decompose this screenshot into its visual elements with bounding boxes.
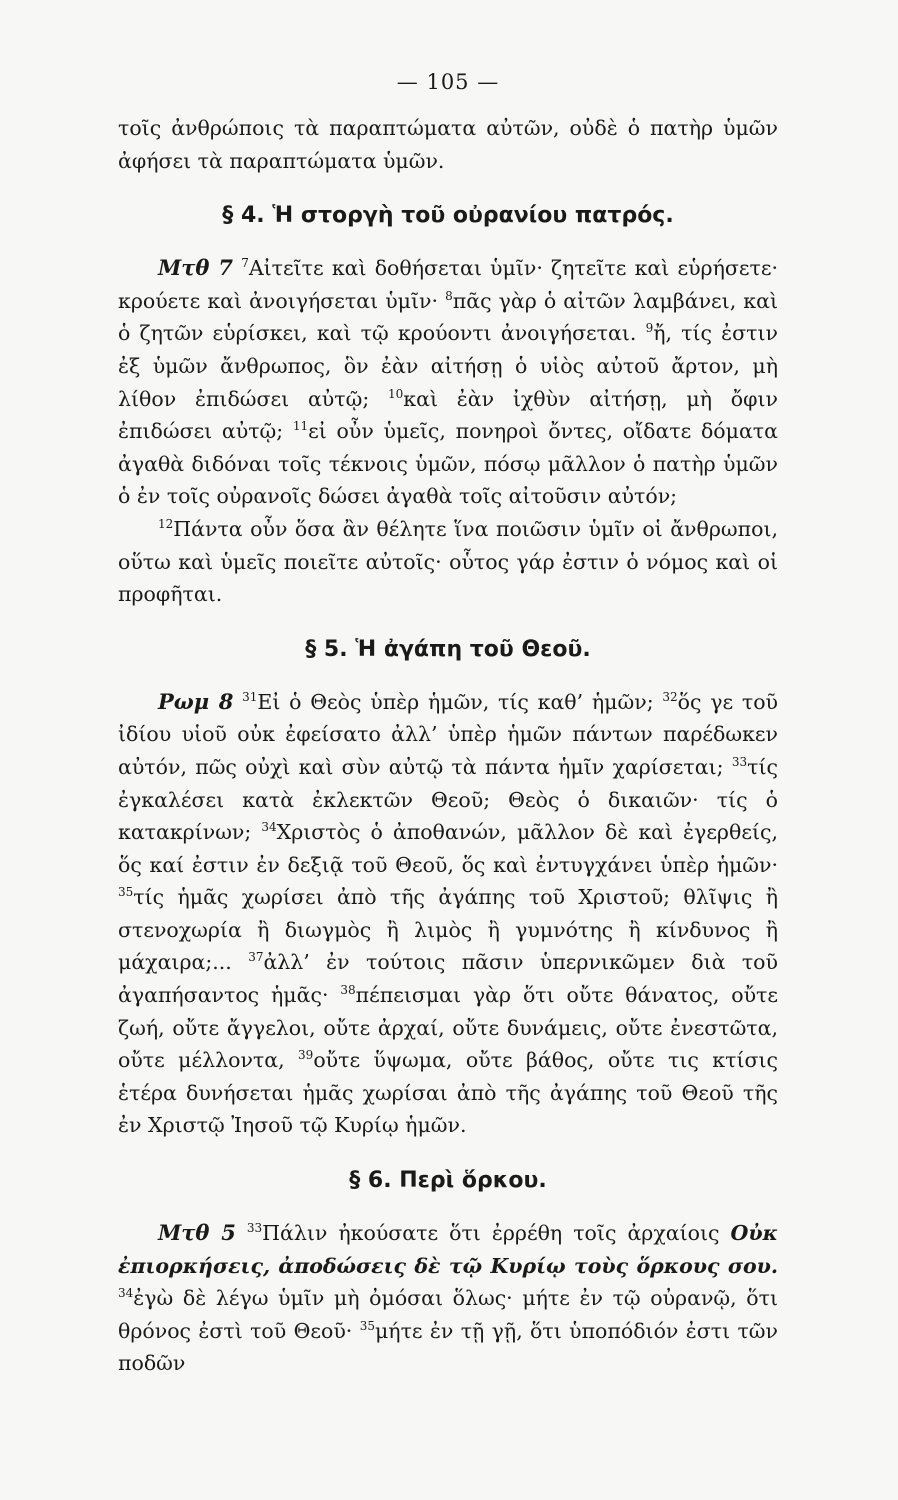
verse-text: Πάλιν ἠκούσατε ὅτι ἐρρέθη τοῖς ἀρχαίοις (262, 1221, 720, 1246)
verse-number: 32 (662, 689, 678, 704)
verse-number: 35 (118, 885, 134, 900)
verse-number: 12 (158, 517, 174, 532)
verse-text: ἀλλ’ ἐν τούτοις πᾶσιν ὑπερνικῶμεν διὰ τοῦ ἀγαπήσαντος ἡμᾶς· (118, 950, 778, 1008)
verse-number: 39 (298, 1048, 314, 1063)
continuation-text: τοῖς ἀνθρώποις τὰ παραπτώματα αὐτῶν, οὐδὲ ὁ πατὴρ ὑμῶν ἀφήσει τὰ παραπτώματα ὑμῶν. (118, 116, 778, 173)
page-number: — 105 — (396, 70, 500, 94)
scripture-reference: Μτθ 5 (158, 1220, 236, 1246)
scripture-reference: Ρωμ 8 (158, 688, 234, 714)
continuation-paragraph (118, 112, 778, 177)
section-6-heading: § 6. Περὶ ὅρκου. (349, 1168, 547, 1194)
verse-text: Πάντα οὖν ὅσα ἂν θέλητε ἵνα ποιῶσιν ὑμῖν οἱ ἄνθρωποι, οὕτω καὶ ὑμεῖς ποιεῖτε αὐτοῖς· οὗτος γάρ ἐστιν ὁ νόμος καὶ οἱ προφῆται. (118, 516, 778, 607)
verse-number: 33 (731, 755, 748, 770)
verse-text: ὅς γε τοῦ ἰδίου υἱοῦ οὐκ ἐφείσατο ἀλλ’ ὑπὲρ ἡμῶν πάντων παρέδωκεν αὐτόν, πῶς οὐχὶ καὶ σὺν αὐτῷ τὰ πάντα ἡμῖν χαρίσεται; (118, 689, 779, 779)
verse-text: πέπεισμαι γὰρ ὅτι οὔτε θάνατος, οὔτε ζωή, οὔτε ἄγγελοι, οὔτε ἀρχαί, οὔτε δυνάμεις, οὔτε ἐνεστῶτα, οὔτε μέλλοντα, (118, 983, 778, 1073)
section-5-heading: § 5. Ἡ ἀγάπη τοῦ Θεοῦ. (305, 636, 591, 662)
verse-number: 35 (359, 1318, 375, 1333)
verse-text: ἤ, τίς ἐστιν ἐξ ὑμῶν ἄνθρωπος, ὃν ἐὰν αἰτήσῃ ὁ υἱὸς αὐτοῦ ἄρτον, μὴ λίθον ἐπιδώσει αὐτῷ; (118, 321, 778, 411)
verse-text: τίς ἐγκαλέσει κατὰ ἐκλεκτῶν Θεοῦ; Θεὸς ὁ δικαιῶν· τίς ὁ κατακρίνων; (118, 754, 778, 845)
verse-number: 10 (388, 386, 404, 401)
verse-text: οὔτε ὕψωμα, οὔτε βάθος, οὔτε τις κτίσις ἑτέρα δυνήσεται ἡμᾶς χωρίσαι ἀπὸ τῆς ἀγάπης τοῦ Θεοῦ τῆς ἐν Χριστῷ Ἰησοῦ τῷ Κυρίῳ ἡμῶν. (118, 1048, 778, 1138)
section-4-paragraph-1 (118, 252, 778, 513)
verse-text: Χριστὸς ὁ ἀποθανών, μᾶλλον δὲ καὶ ἐγερθείς, ὅς καί ἐστιν ἐν δεξιᾷ τοῦ Θεοῦ, ὅς καὶ ἐντυγχάνει ὑπὲρ ἡμῶν· (118, 820, 778, 877)
verse-number: 33 (246, 1221, 263, 1236)
quoted-commandment: Οὐκ ἐπιορκήσεις, ἀποδώσεις δὲ τῷ Κυρίῳ τοὺς ὅρκους σου. (118, 1221, 778, 1278)
verse-number: 34 (118, 1286, 134, 1301)
section-6-paragraph-1 (118, 1217, 778, 1380)
verse-number: 9 (645, 321, 654, 336)
verse-text: Εἰ ὁ Θεὸς ὑπὲρ ἡμῶν, τίς καθ’ ἡμῶν; (257, 689, 654, 714)
verse-text: εἰ οὖν ὑμεῖς, πονηροὶ ὄντες, οἴδατε δόματα ἀγαθὰ διδόναι τοῖς τέκνοις ὑμῶν, πόσῳ μᾶλλον ὁ πατὴρ ὑμῶν ὁ ἐν τοῖς οὐρανοῖς δώσει ἀγαθὰ τοῖς αἰτοῦσιν αὐτόν; (118, 419, 778, 509)
verse-text: Αἰτεῖτε καὶ δοθήσεται ὑμῖν· ζητεῖτε καὶ εὑρήσετε· κρούετε καὶ ἀνοιγήσεται ὑμῖν· (118, 256, 778, 313)
verse-number: 37 (248, 950, 264, 965)
section-5-paragraph-1 (118, 686, 778, 1142)
verse-text: τίς ἡμᾶς χωρίσει ἀπὸ τῆς ἀγάπης τοῦ Χριστοῦ; θλῖψις ἢ στενοχωρία ἢ διωγμὸς ἢ λιμὸς ἢ γυμνότης ἢ κίνδυνος ἢ μάχαιρα;... (118, 885, 778, 975)
verse-number: 7 (241, 256, 249, 271)
verse-number: 11 (292, 419, 309, 434)
section-4-paragraph-2 (118, 513, 778, 611)
verse-number: 31 (242, 689, 258, 704)
verse-number: 34 (261, 820, 277, 835)
verse-text: καὶ ἐὰν ἰχθὺν αἰτήσῃ, μὴ ὄφιν ἐπιδώσει αὐτῷ; (118, 386, 779, 444)
verse-text: μήτε ἐν τῇ γῇ, ὅτι ὑποπόδιόν ἐστι τῶν ποδῶν (118, 1318, 778, 1376)
verse-number: 38 (340, 983, 356, 998)
verse-text: πᾶς γὰρ ὁ αἰτῶν λαμβάνει, καὶ ὁ ζητῶν εὑρίσκει, καὶ τῷ κρούοντι ἀνοιγήσεται. (118, 288, 778, 346)
section-4-heading: § 4. Ἡ στοργὴ τοῦ οὐρανίου πατρός. (222, 203, 674, 229)
verse-number: 8 (445, 288, 453, 303)
scripture-reference: Μτθ 7 (158, 255, 233, 281)
verse-text: ἐγὼ δὲ λέγω ὑμῖν μὴ ὀμόσαι ὅλως· μήτε ἐν τῷ οὐρανῷ, ὅτι θρόνος ἐστὶ τοῦ Θεοῦ· (118, 1286, 778, 1343)
